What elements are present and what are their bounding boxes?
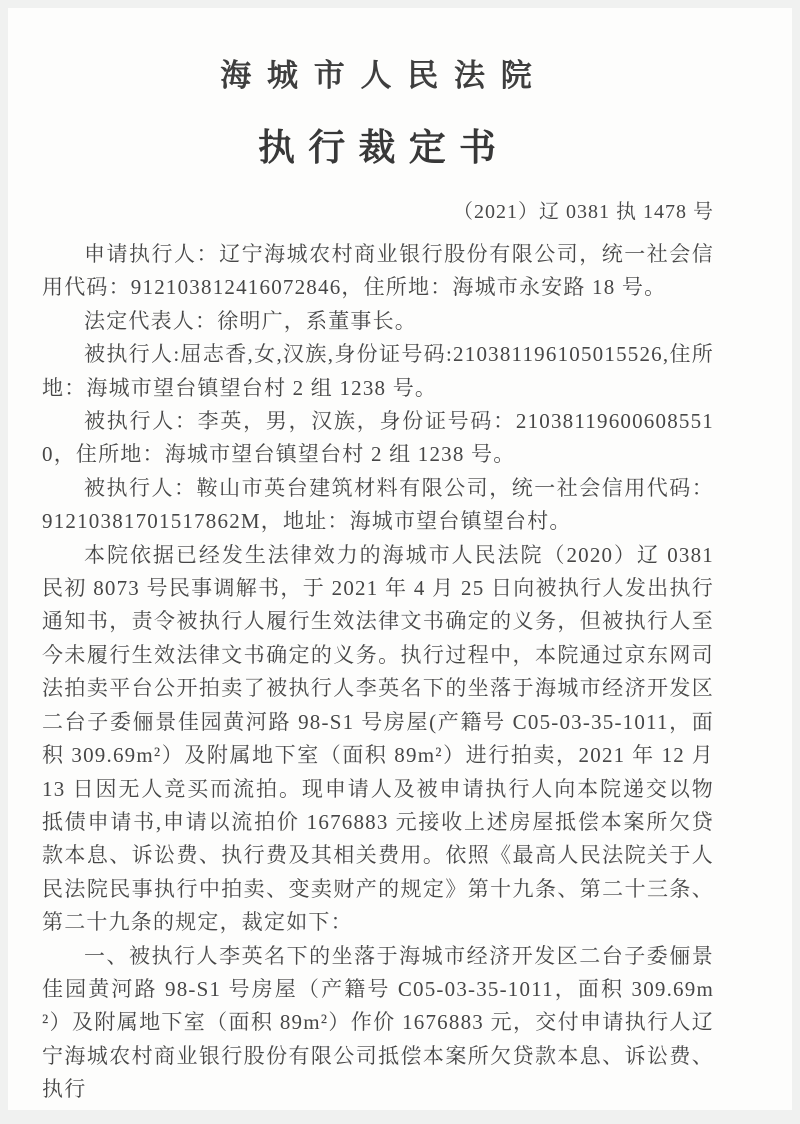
paragraph-legal-representative: 法定代表人：徐明广，系董事长。 [84,308,417,333]
paragraph-applicant: 申请执行人：辽宁海城农村商业银行股份有限公司，统一社会信用代码：912103812416072846，住所地：海城市永安路 18 号。 [42,242,714,300]
document-page [8,8,792,1110]
court-name: 海 城 市 人 民 法 院 [220,58,536,93]
case-number: （2021）辽 0381 执 1478 号 [453,201,714,223]
paragraph-case-facts: 本院依据已经发生法律效力的海城市人民法院（2020）辽 0381 民初 8073 号民事调解书，于 2021 年 4 月 25 日向被执行人发出执行通知书，责令被执行人履行生效法律文书确定的义务，但被执行人至今未履行生效法律文书确定的义务。执行过程中，本院通过京东网司法拍卖平台公开拍卖了被执行人李英名下的坐落于海城市经济开发区二台子委俪景佳园黄河路 98-S1 号房屋(产籍号 C05-03-35-1011，面积 309.69m²）及附属地下室（面积 89m²）进行拍卖，2021 年 12 月 13 日因无人竞买而流拍。现申请人及被申请执行人向本院递交以物抵债申请书,申请以流拍价 1676883 元接收上述房屋抵偿本案所欠贷款本息、诉讼费、执行费及其相关费用。依照《最高人民法院关于人民法院民事执行中拍卖、变卖财产的规定》第十九条、第二十三条、第二十九条的规定，裁定如下： [42,542,714,935]
paragraph-ruling-item-1: 一、被执行人李英名下的坐落于海城市经济开发区二台子委俪景佳园黄河路 98-S1 号房屋（产籍号 C05-03-35-1011，面积 309.69m²）及附属地下室（面积 89m²）作价 1676883 元，交付申请执行人辽宁海城农村商业银行股份有限公司抵偿本案所欠贷款本息、诉讼费、执行 [42,943,714,1102]
document-title: 执 行 裁 定 书 [258,128,498,169]
document-body [42,238,714,1107]
paragraph-respondent-3: 被执行人：鞍山市英台建筑材料有限公司，统一社会信用代码：91210381701517862M，地址：海城市望台镇望台村。 [42,475,714,534]
paragraph-respondent-2: 被执行人：李英，男，汉族，身份证号码：210381196006085510，住所地：海城市望台镇望台村 2 组 1238 号。 [42,409,714,467]
paragraph-respondent-1: 被执行人:屈志香,女,汉族,身份证号码:210381196105015526,住所地：海城市望台镇望台村 2 组 1238 号。 [42,342,714,400]
